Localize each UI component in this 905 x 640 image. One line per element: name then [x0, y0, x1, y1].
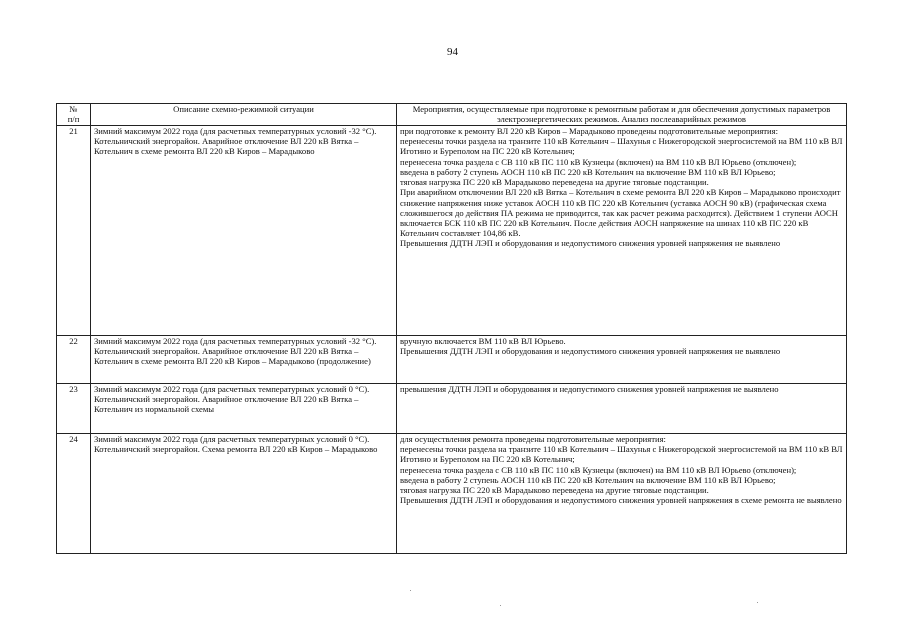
- row-description: Зимний максимум 2022 года (для расчетных температурных условий 0 °С). Котельничский энергорайон. Схема ремонта ВЛ 220 кВ Киров – Марадыково: [91, 434, 397, 554]
- row-measures: [397, 126, 847, 336]
- measure-paragraph: введена в работу 2 ступень АОСН 110 кВ ПС 220 кВ Котельнич на включение ВМ 110 кВ ВЛ Юрьево;: [400, 474, 776, 485]
- header-number-line1: №: [69, 104, 78, 114]
- scan-speck: [757, 602, 758, 603]
- measure-paragraph: для осуществления ремонта проведены подготовительные мероприятия:: [400, 434, 666, 444]
- row-number: 22: [57, 336, 91, 384]
- row-description: Зимний максимум 2022 года (для расчетных температурных условий -32 °С). Котельничский энергорайон. Аварийное отключение ВЛ 220 кВ Вятка – Котельнич в схеме ремонта ВЛ 220 кВ Киров – Марадыково: [91, 126, 397, 336]
- table-row: [57, 336, 847, 384]
- row-measures: [397, 434, 847, 554]
- measure-paragraph: При аварийном отключении ВЛ 220 кВ Вятка – Котельнич в схеме ремонта ВЛ 220 кВ Киров – Марадыково происходит снижение напряжения ниже уставок АОСН 110 кВ ПС 220 кВ Котельнич (уставка АОСН 90 кВ) (графическая схема сложившегося до действия ПА режима не приводится, так как расчет режима расходится). Действием 1 ступени АОСН включается БСК 110 кВ ПС 220 кВ Котельнич. После действия АОСН напряжение на шинах 110 кВ ПС 220 кВ Котельнич составляет 104,86 кВ.: [400, 187, 841, 239]
- row-number: 23: [57, 384, 91, 434]
- measure-paragraph: вручную включается ВМ 110 кВ ВЛ Юрьево.: [400, 336, 566, 346]
- measure-paragraph: введена в работу 2 ступень АОСН 110 кВ ПС 220 кВ Котельнич на включение ВМ 110 кВ ВЛ Юрьево;: [400, 166, 776, 177]
- table-row: [57, 384, 847, 434]
- measure-paragraph: перенесена точка раздела с СВ 110 кВ ПС 110 кВ Кузнецы (включен) на ВМ 110 кВ ВЛ Юрьево (отключен);: [400, 156, 797, 167]
- measure-paragraph: Превышения ДДТН ЛЭП и оборудования и недопустимого снижения уровней напряжения не выявлено: [400, 238, 781, 249]
- measure-paragraph: тяговая нагрузка ПС 220 кВ Марадыково переведена на другие тяговые подстанции.: [400, 177, 709, 188]
- scan-speck: [500, 605, 501, 606]
- measure-paragraph: перенесены точки раздела на транзите 110 кВ Котельнич – Шахунья с Нижегородской энергосистемой на ВМ 110 кВ ВЛ Иготино и Буреполом на ПС 220 кВ Котельнич;: [400, 444, 843, 465]
- table-header: [57, 104, 847, 126]
- row-description: Зимний максимум 2022 года (для расчетных температурных условий -32 °С). Котельничский энергорайон. Аварийное отключение ВЛ 220 кВ Вятка – Котельнич в схеме ремонта ВЛ 220 кВ Киров – Марадыково (продолжение): [91, 336, 397, 384]
- header-number-line2: п/п: [67, 114, 80, 125]
- table-row: [57, 434, 847, 554]
- header-measures: Мероприятия, осуществляемые при подготовке к ремонтным работам и для обеспечения допустимых параметров электроэнергетических режимов. Анализ послеаварийных режимов: [397, 104, 847, 126]
- measure-paragraph: Превышения ДДТН ЛЭП и оборудования и недопустимого снижения уровней напряжения в схеме ремонта не выявлено: [400, 495, 842, 506]
- row-measures: [397, 384, 847, 434]
- scan-speck: [410, 590, 411, 591]
- row-description: Зимний максимум 2022 года (для расчетных температурных условий 0 °С). Котельничский энергорайон. Аварийное отключение ВЛ 220 кВ Вятка – Котельнич из нормальной схемы: [91, 384, 397, 434]
- measure-paragraph: Превышения ДДТН ЛЭП и оборудования и недопустимого снижения уровней напряжения не выявлено: [400, 346, 781, 357]
- situations-table: [56, 103, 847, 554]
- header-number: [57, 104, 91, 126]
- row-number: 21: [57, 126, 91, 336]
- measure-paragraph: тяговая нагрузка ПС 220 кВ Марадыково переведена на другие тяговые подстанции.: [400, 485, 709, 496]
- table-row: [57, 126, 847, 336]
- header-description: Описание схемно-режимной ситуации: [91, 104, 397, 126]
- page-number: 94: [447, 46, 458, 58]
- row-measures: [397, 336, 847, 384]
- measure-paragraph: перенесена точка раздела с СВ 110 кВ ПС 110 кВ Кузнецы (включен) на ВМ 110 кВ ВЛ Юрьево (отключен);: [400, 464, 797, 475]
- measure-paragraph: при подготовке к ремонту ВЛ 220 кВ Киров – Марадыково проведены подготовительные мероприятия:: [400, 126, 779, 136]
- measure-paragraph: перенесены точки раздела на транзите 110 кВ Котельнич – Шахунья с Нижегородской энергосистемой на ВМ 110 кВ ВЛ Иготино и Буреполом на ПС 220 кВ Котельнич;: [400, 136, 843, 157]
- measure-paragraph: превышения ДДТН ЛЭП и оборудования и недопустимого снижения уровней напряжения не выявлено: [400, 384, 779, 394]
- row-number: 24: [57, 434, 91, 554]
